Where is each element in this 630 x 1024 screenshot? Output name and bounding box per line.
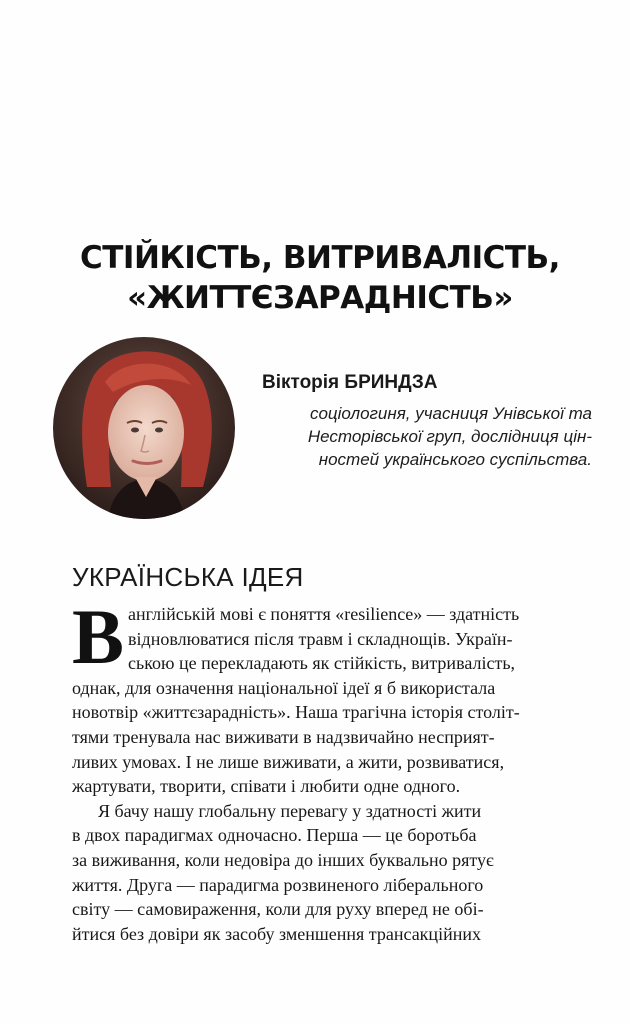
text-line: однак, для означення національної ідеї я б використала: [72, 677, 496, 698]
section-heading: УКРАЇНСЬКА ІДЕЯ: [72, 562, 304, 592]
text-line: світу — самовираження, коли для руху вперед не обі-: [72, 899, 484, 920]
text-line: жартувати, творити, співати і любити одне одного.: [72, 776, 461, 797]
author-bio-line: соціологиня, учасниця Унівської та: [309, 404, 592, 423]
text-line: життя. Друга — парадигма розвиненого ліберального: [72, 874, 484, 895]
author-bio: [262, 402, 592, 471]
text-line: ською це перекладають як стійкість, витривалість,: [128, 653, 516, 674]
author-bio-line: ностей українського суспільства.: [318, 450, 592, 469]
article-body: [72, 593, 612, 946]
title-line-2: «ЖИТТЄЗАРАДНІСТЬ»: [127, 280, 513, 316]
title-line-1: СТІЙКІСТЬ, ВИТРИВАЛІСТЬ,: [80, 240, 560, 276]
text-line: Я бачу нашу глобальну перевагу у здатності жити: [98, 800, 482, 821]
text-line: йтися без довіри як засобу зменшення трансакційних: [72, 923, 481, 944]
text-line: за виживання, коли недовіра до інших буквально рятує: [72, 849, 494, 870]
text-line: ливих умовах. І не лише виживати, а жити, розвиватися,: [72, 751, 505, 772]
author-portrait: [53, 337, 235, 519]
author-bio-line: Несторівської груп, дослідниця цін-: [307, 427, 592, 446]
paragraph-1: [72, 593, 612, 799]
text-line: тями тренувала нас виживати в надзвичайно несприят-: [72, 726, 495, 747]
text-line: англійській мові є поняття «resilience» — здатність: [128, 604, 520, 624]
drop-cap: В: [72, 593, 125, 680]
paragraph-2: [72, 799, 612, 947]
text-line: новотвір «життєзарадність». Наша трагічна історія століт-: [72, 702, 520, 723]
author-name: Вікторія БРИНДЗА: [262, 372, 438, 393]
article-title: [60, 238, 580, 318]
text-line: відновлюватися після травм і складнощів. Україн-: [128, 628, 513, 649]
text-line: в двох парадигмах одночасно. Перша — це боротьба: [72, 825, 477, 846]
